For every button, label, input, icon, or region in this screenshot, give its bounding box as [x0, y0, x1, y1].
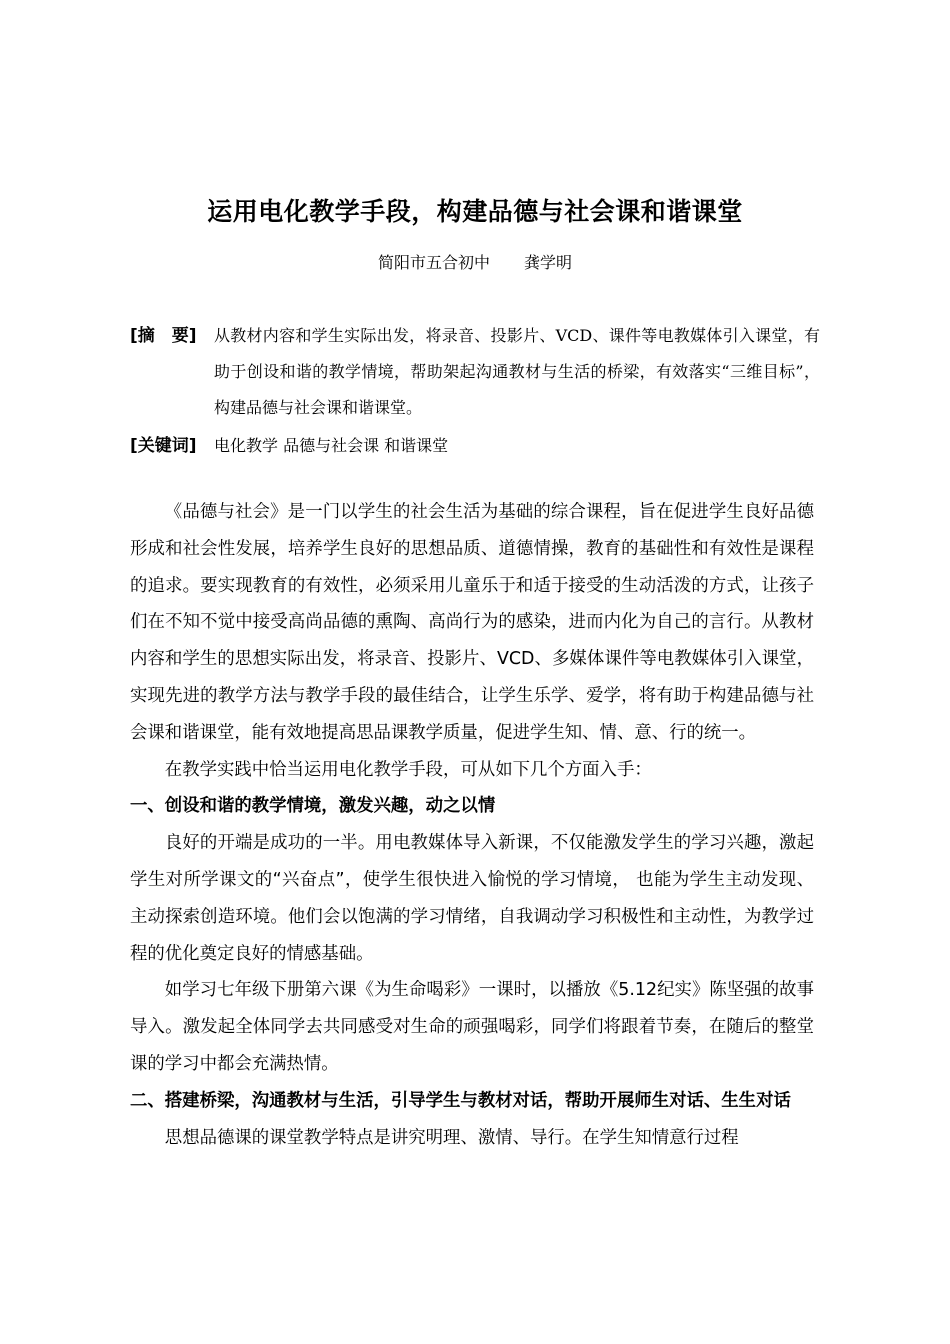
body-text: [130, 494, 814, 1156]
keywords-label: [关键词]: [130, 436, 197, 456]
paragraph-section1-a: 良好的开端是成功的一半。用电教媒体导入新课，不仅能激发学生的学习兴趣，激起学生对所学课文的“兴奋点”，使学生很快进入愉悦的学习情境， 也能为学生主动发现、主动探索创造环境。他们会以饱满的学习情绪，自我调动学习积极性和主动性，为教学过程的优化奠定良好的情感基础。: [130, 833, 814, 964]
abstract-label: [摘 要]: [130, 326, 197, 346]
paragraph-intro: 《品德与社会》是一门以学生的社会生活为基础的综合课程，旨在促进学生良好品德形成和社会性发展，培养学生良好的思想品质、道德情操，教育的基础性和有效性是课程的追求。要实现教育的有效性，必须采用儿童乐于和适于接受的生动活泼的方式，让孩子们在不知不觉中接受高尚品德的熏陶、高尚行为的感染，进而内化为自己的言行。从教材内容和学生的思想实际出发，将录音、投影片、VCD、多媒体课件等电教媒体引入课堂，实现先进的教学方法与教学手段的最佳结合，让学生乐学、爱学，将有助于构建品德与社会课和谐课堂，能有效地提高思品课教学质量，促进学生知、情、意、行的统一。: [130, 502, 814, 743]
author-name: 龚学明: [524, 253, 573, 272]
paragraph-section2-a: 思想品德课的课堂教学特点是讲究明理、激情、导行。在学生知情意行过程: [164, 1127, 739, 1148]
paragraph-section1-b: 如学习七年级下册第六课《为生命喝彩》一课时，以播放《5.12纪实》陈坚强的故事导入。激发起全体同学去共同感受对生命的顽强喝彩，同学们将跟着节奏，在随后的整堂课的学习中都会充满热情。: [130, 980, 814, 1074]
author-line: [0, 251, 950, 275]
keywords-text: 电化教学 品德与社会课 和谐课堂: [214, 436, 449, 455]
abstract-section: [130, 318, 820, 426]
section-heading-1: 一、创设和谐的教学情境，激发兴趣，动之以情: [130, 796, 496, 817]
author-school: 简阳市五合初中: [377, 253, 490, 272]
document-title: 运用电化教学手段，构建品德与社会课和谐课堂: [207, 197, 743, 226]
abstract-text: 从教材内容和学生实际出发，将录音、投影片、VCD、课件等电教媒体引入课堂，有助于创设和谐的教学情境，帮助架起沟通教材与生活的桥梁，有效落实“三维目标”，构建品德与社会课和谐课堂。: [214, 326, 820, 417]
section-heading-2: 二、搭建桥梁，沟通教材与生活，引导学生与教材对话，帮助开展师生对话、生生对话: [130, 1090, 791, 1111]
paragraph-approach: 在教学实践中恰当运用电化教学手段，可从如下几个方面入手：: [164, 759, 652, 780]
keywords-section: [130, 428, 820, 464]
